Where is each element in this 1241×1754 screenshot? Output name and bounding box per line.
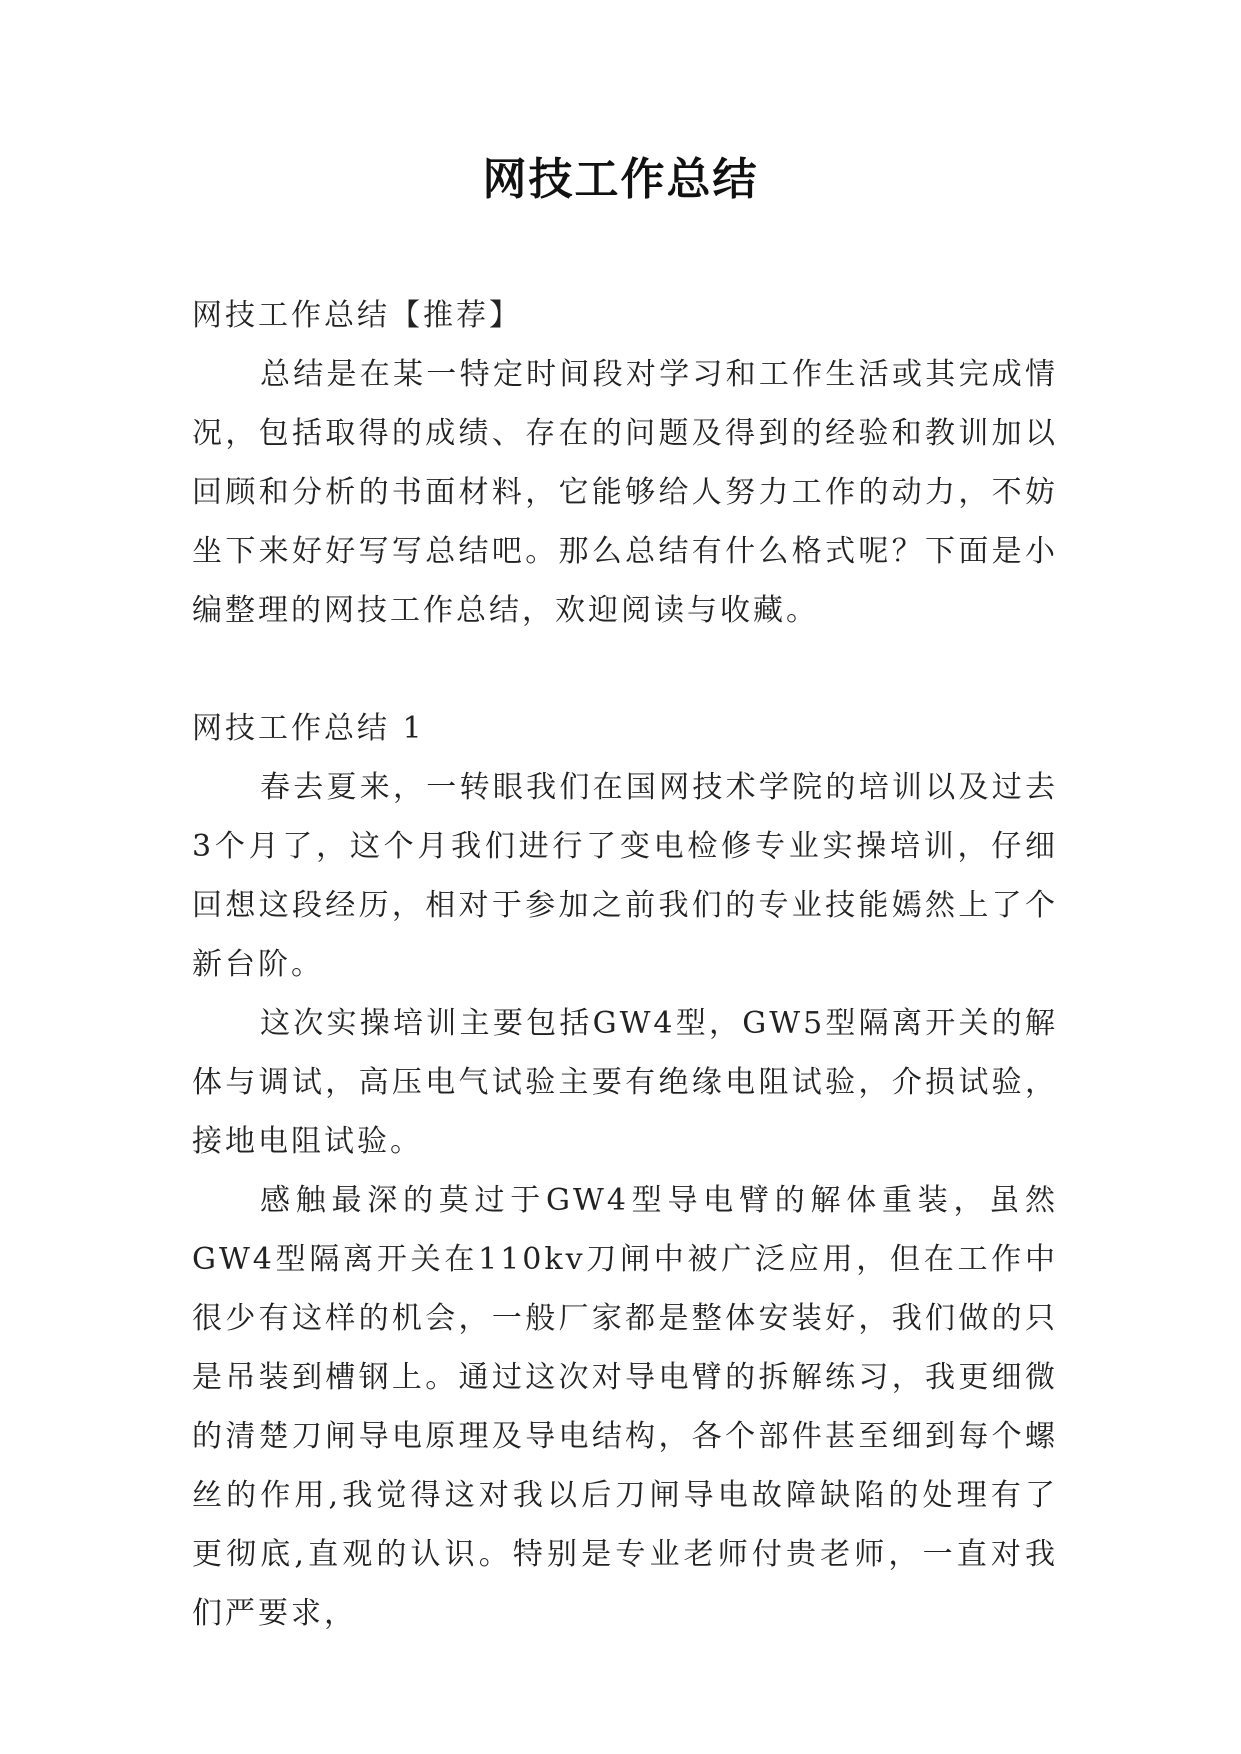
section-heading: 网技工作总结 1 (192, 711, 425, 746)
paragraph-gap (192, 640, 1058, 699)
body-paragraph: 感触最深的莫过于GW4型导电臂的解体重装，虽然GW4型隔离开关在110kv刀闸中被广泛应用，但在工作中很少有这样的机会，一般厂家都是整体安装好，我们做的只是吊装到槽钢上。通过这次对导电臂的拆解练习，我更细微的清楚刀闸导电原理及导电结构，各个部件甚至细到每个螺丝的作用,我觉得这对我以后刀闸导电故障缺陷的处理有了更彻底,直观的认识。特别是专业老师付贵老师，一直对我们严要求， (192, 1183, 1058, 1631)
document-subtitle: 网技工作总结【推荐】 (192, 298, 522, 333)
intro-paragraph: 总结是在某一特定时间段对学习和工作生活或其完成情况，包括取得的成绩、存在的问题及得到的经验和教训加以回顾和分析的书面材料，它能够给人努力工作的动力，不妨坐下来好好写写总结吧。那么总结有什么格式呢？下面是小编整理的网技工作总结，欢迎阅读与收藏。 (192, 357, 1058, 628)
body-paragraph: 春去夏来，一转眼我们在国网技术学院的培训以及过去3个月了，这个月我们进行了变电检修专业实操培训，仔细回想这段经历，相对于参加之前我们的专业技能嫣然上了个新台阶。 (192, 770, 1058, 982)
body-paragraph: 这次实操培训主要包括GW4型，GW5型隔离开关的解体与调试，高压电气试验主要有绝缘电阻试验，介损试验，接地电阻试验。 (192, 1006, 1058, 1159)
document-body (192, 286, 1058, 1643)
document-title: 网技工作总结 (482, 154, 759, 205)
